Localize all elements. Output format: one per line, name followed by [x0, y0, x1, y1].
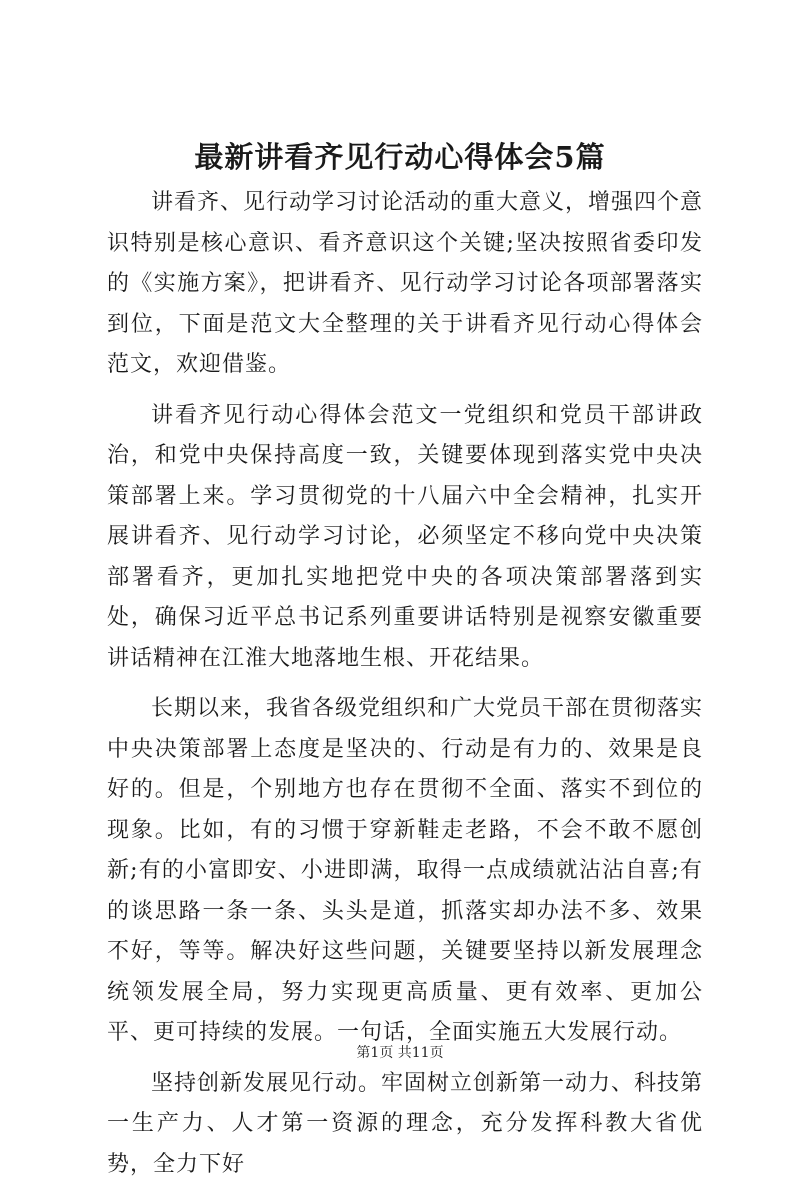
document-title: 最新讲看齐见行动心得体会5篇: [194, 140, 606, 174]
paragraph-intro: 讲看齐、见行动学习讨论活动的重大意义，增强四个意识特别是核心意识、看齐意识这个关键;坚决按照省委印发的《实施方案》，把讲看齐、见行动学习讨论各项部署落实到位，下面是范文大全整理的关于讲看齐见行动心得体会范文，欢迎借鉴。: [107, 190, 704, 377]
paragraph-long-term: 长期以来，我省各级党组织和广大党员干部在贯彻落实中央决策部署上态度是坚决的、行动是有力的、效果是良好的。但是，个别地方也存在贯彻不全面、落实不到位的现象。比如，有的习惯于穿新鞋走老路，不会不敢不愿创新;有的小富即安、小进即满，取得一点成绩就沾沾自喜;有的谈思路一条一条、头头是道，抓落实却办法不多、效果不好，等等。解决好这些问题，关键要坚持以新发展理念统领发展全局，努力实现更高质量、更有效率、更加公平、更可持续的发展。一句话，全面实施五大发展行动。: [107, 696, 704, 1045]
paragraph-essay-one: 讲看齐见行动心得体会范文一党组织和党员干部讲政治，和党中央保持高度一致，关键要体现到落实党中央决策部署上来。学习贯彻党的十八届六中全会精神，扎实开展讲看齐、见行动学习讨论，必须坚定不移向党中央决策部署看齐，更加扎实地把党中央的各项决策部署落到实处，确保习近平总书记系列重要讲话特别是视察安徽重要讲话精神在江淮大地落地生根、开花结果。: [107, 402, 703, 671]
paragraph-innovation: 坚持创新发展见行动。牢固树立创新第一动力、科技第一生产力、人才第一资源的理念，充分发挥科教大省优势，全力下好: [107, 1070, 704, 1177]
page-number-footer: 第1页 共11页: [356, 1045, 444, 1061]
